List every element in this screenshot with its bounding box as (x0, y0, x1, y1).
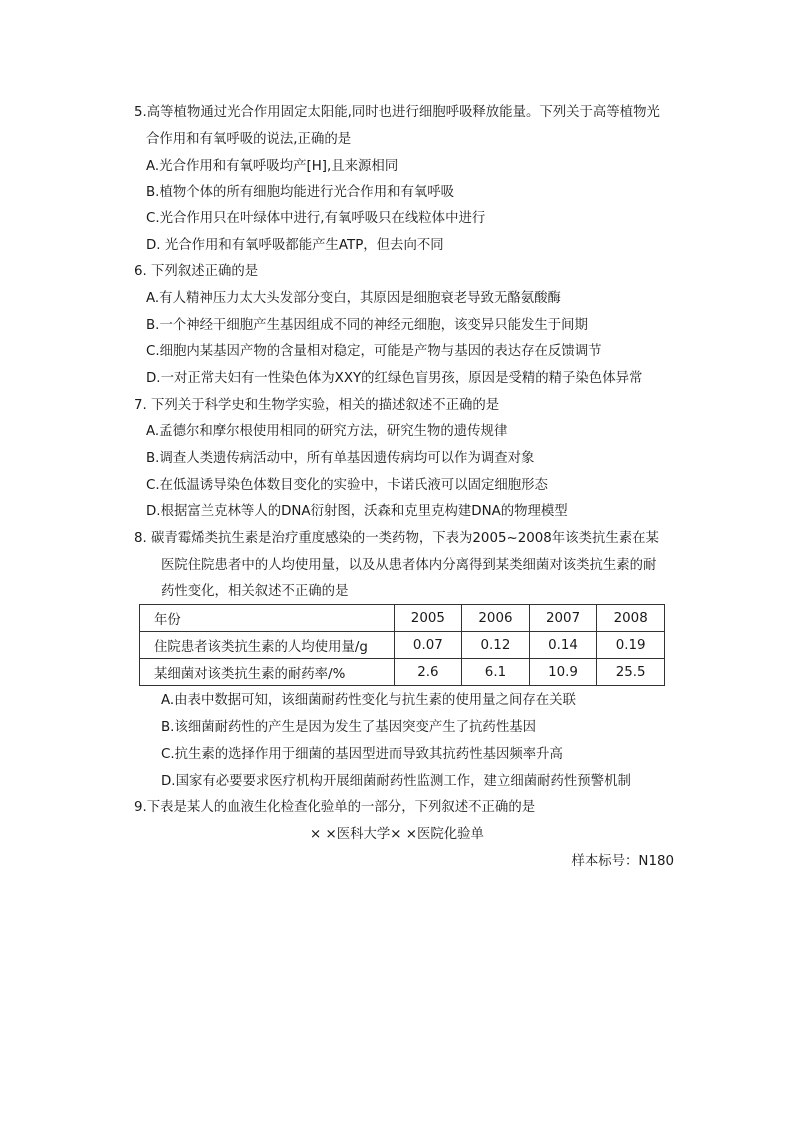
table-row (140, 632, 665, 659)
q7-option-d: D.根据富兰克林等人的DNA衍射图，沃森和克里克构建DNA的物理模型 (146, 504, 568, 519)
q6-stem: 6. 下列叙述正确的是 (134, 264, 259, 279)
table-year-cell: 2007 (529, 605, 597, 632)
q8-option-d: D.国家有必要要求医疗机构开展细菌耐药性监测工作，建立细菌耐药性预警机制 (161, 774, 631, 789)
table-year-cell: 2008 (597, 605, 665, 632)
q6-option-a: A.有人精神压力太大头发部分变白，其原因是细胞衰老导致无酪氨酸酶 (146, 291, 561, 306)
q8-stem-line3: 药性变化，相关叙述不正确的是 (161, 584, 349, 599)
table-row-label: 住院患者该类抗生素的人均使用量/g (140, 632, 395, 659)
q7-option-c: C.在低温诱导染色体数目变化的实验中，卡诺氏液可以固定细胞形态 (146, 478, 548, 493)
table-row (140, 659, 665, 686)
table-cell: 0.07 (394, 632, 462, 659)
resistance-table (139, 604, 665, 686)
q7-option-a: A.孟德尔和摩尔根使用相同的研究方法，研究生物的遗传规律 (146, 424, 508, 439)
table-cell: 0.14 (529, 632, 597, 659)
table-cell: 25.5 (597, 659, 665, 686)
q8-stem-line2: 医院住院患者中的人均使用量，以及从患者体内分离得到某类细菌对该类抗生素的耐 (161, 558, 657, 573)
q5-option-a: A.光合作用和有氧呼吸均产[H],且来源相同 (146, 159, 399, 174)
sample-id: 样本标号：N180 (571, 854, 674, 869)
q8-option-a: A.由表中数据可知，该细菌耐药性变化与抗生素的使用量之间存在关联 (161, 693, 576, 708)
table-cell: 10.9 (529, 659, 597, 686)
q6-option-c: C.细胞内某基因产物的含量相对稳定，可能是产物与基因的表达存在反馈调节 (146, 344, 602, 359)
q5-option-c: C.光合作用只在叶绿体中进行,有氧呼吸只在线粒体中进行 (146, 211, 486, 226)
table-cell: 0.12 (462, 632, 530, 659)
table-cell: 2.6 (394, 659, 462, 686)
q5-stem-line2: 合作用和有氧呼吸的说法,正确的是 (146, 132, 352, 147)
q9-stem: 9.下表是某人的血液生化检查化验单的一部分，下列叙述不正确的是 (134, 800, 536, 815)
table-header-year: 年份 (140, 605, 395, 632)
q6-option-d: D.一对正常夫妇有一性染色体为XXY的红绿色盲男孩，原因是受精的精子染色体异常 (146, 371, 643, 386)
table-year-cell: 2005 (394, 605, 462, 632)
q7-stem: 7. 下列关于科学史和生物学实验，相关的描述叙述不正确的是 (134, 398, 500, 413)
q7-option-b: B.调查人类遗传病活动中，所有单基因遗传病均可以作为调查对象 (146, 451, 535, 466)
q5-option-b: B.植物个体的所有细胞均能进行光合作用和有氧呼吸 (146, 185, 455, 200)
table-cell: 0.19 (597, 632, 665, 659)
q8-option-c: C.抗生素的选择作用于细菌的基因型进而导致其抗药性基因频率升高 (161, 747, 563, 762)
q8-stem-line1: 8. 碳青霉烯类抗生素是治疗重度感染的一类药物，下表为2005~2008年该类抗生素在某 (134, 531, 659, 546)
q6-option-b: B.一个神经干细胞产生基因组成不同的神经元细胞，该变异只能发生于间期 (146, 318, 588, 333)
lab-report-title: × ×医科大学× ×医院化验单 (310, 827, 484, 842)
table-header-row (140, 605, 665, 632)
q5-stem-line1: 5.高等植物通过光合作用固定太阳能,同时也进行细胞呼吸释放能量。下列关于高等植物光 (134, 105, 660, 120)
table-year-cell: 2006 (462, 605, 530, 632)
table-row-label: 某细菌对该类抗生素的耐药率/% (140, 659, 395, 686)
q5-option-d: D. 光合作用和有氧呼吸都能产生ATP，但去向不同 (146, 238, 444, 253)
table-cell: 6.1 (462, 659, 530, 686)
q8-option-b: B.该细菌耐药性的产生是因为发生了基因突变产生了抗药性基因 (161, 720, 536, 735)
